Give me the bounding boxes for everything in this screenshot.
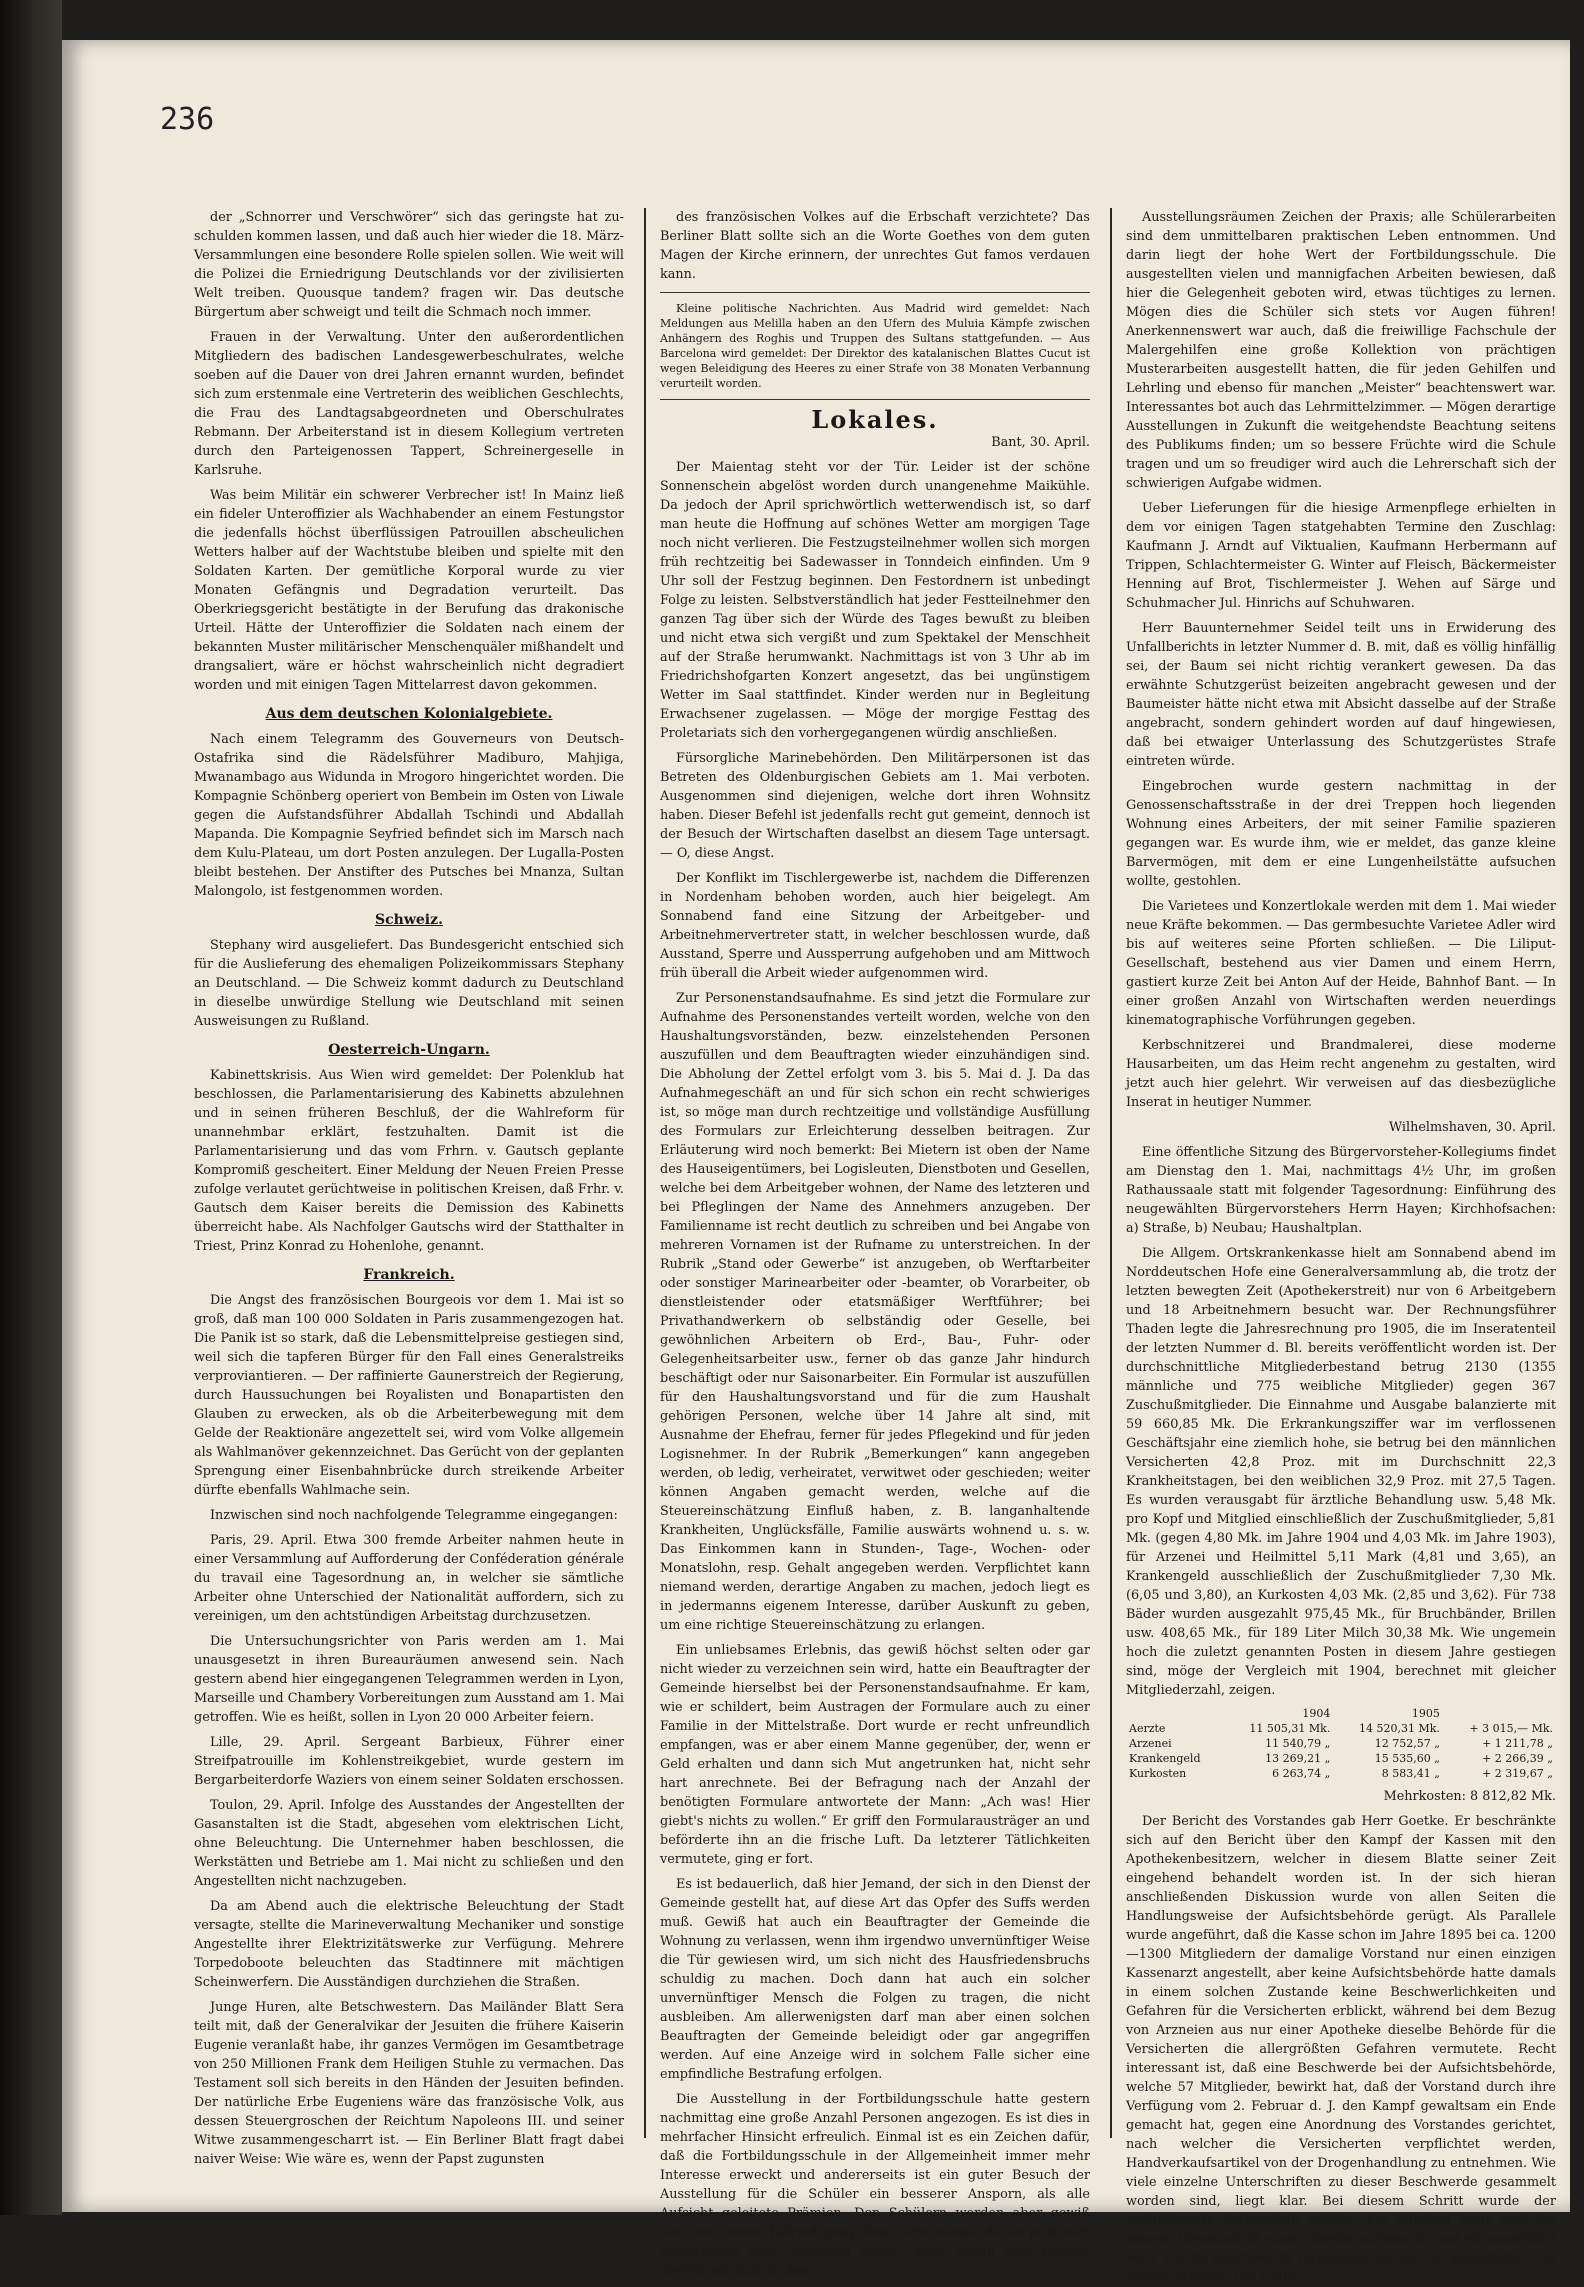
table-row: Krankengeld 13 269,21 „ 15 535,60 „ + 2 266,39 „: [1129, 1752, 1553, 1765]
paragraph: Der Konflikt im Tischlergewerbe ist, nachdem die Differenzen in Nordenham behoben worden, auch hier beigelegt. Am Sonnabend fand eine Sitzung der Arbeitgeber- und Arbeitnehmervertreter statt, in welcher beschlossen wurde, daß Ausstand, Sperre und Aussperrung aufgehoben und am Mittwoch früh überall die Arbeit wieder aufgenommen wird.: [660, 871, 1090, 981]
table-header: [1443, 1706, 1556, 1721]
paragraph: des französischen Volkes auf die Erbschaft verzichtete? Das Berliner Blatt sollte sich an die Worte Goethes von dem guten Magen der Kirche erinnern, der unrechtes Gut famos verdauen kann.: [660, 210, 1090, 282]
dateline: Bant, 30. April.: [991, 435, 1090, 450]
book-spine: [0, 0, 62, 2215]
paragraph: Es ist bedauerlich, daß hier Jemand, der sich in den Dienst der Gemeinde gestellt hat, auf diese Art das Opfer des Suffs werden muß. Gewiß hat auch ein Beauftragter der Gemeinde die Wohnung zu verlassen, wenn ihm irgendwo unvernünftiger Weise die Tür gewiesen wird, um sich nicht des Hausfriedensbruchs schuldig zu machen. Doch dann hat auch ein solcher unvernünftiger Mensch die Folgen zu tragen, die nicht ausbleiben. Am allerwenigsten darf man aber einen solchen Beauftragten der Gemeinde beleidigt oder gar angegriffen werden. Auf eine Anzeige wird in solchem Falle sicher eine empfindliche Bestrafung erfolgen.: [660, 1877, 1090, 2082]
column-3: [1126, 208, 1556, 2285]
section-heading: Aus dem deutschen Kolonialgebiete.: [265, 706, 553, 722]
paragraph: Der Maientag steht vor der Tür. Leider ist der schöne Sonnenschein abgelöst worden durch unangenehme Maikühle. Da jedoch der April sprichwörtlich wetterwendisch ist, so darf man heute die Hoffnung auf schönes Wetter am morgigen Tage noch nicht verlieren. Die Festzugsteilnehmer wollen sich morgen früh rechtzeitig bei Sadewasser in Tonndeich einfinden. Um 9 Uhr soll der Festzug beginnen. Den Festordnern ist unbedingt Folge zu leisten. Selbstverständlich hat jeder Festteilnehmer den ganzen Tag über sich der Würde des Tages bewußt zu bleiben und nicht etwa sich vergißt und zum Spektakel der Menschheit auf der Straße herumwankt. Nachmittags ist von 3 Uhr ab im Friedrichshofgarten Konzert angesetzt, das bei ungünstigem Wetter im Saal stattfindet. Kinder werden nur in Begleitung Erwachsener zugelassen. — Möge der morgige Festtag des Proletariats sich den vorhergegangenen würdig anschließen.: [660, 460, 1090, 741]
paragraph: Die Angst des französischen Bourgeois vor dem 1. Mai ist so groß, daß man 100 000 Soldaten in Paris zusammengezogen hat. Die Panik ist so stark, daß die Lebensmittelpreise gestiegen sind, weil sich die tapferen Bürger für den Fall eines Generalstreiks verproviantieren. — Der raffinierte Gaunerstreich der Regierung, durch Haussuchungen bei Royalisten und Bonapartisten den Glauben zu erwecken, als ob die Arbeiterbewegung mit dem Gelde der Reaktionäre angezettelt sei, wird vom Volke allgemein als Wahlmanöver gekennzeichnet. Das Gerücht von der geplanten Sprengung einer Eisenbahnbrücke durch streikende Arbeiter dürfte ebenfalls Wahlmache sein.: [194, 1293, 624, 1498]
table-row: Kurkosten 6 263,74 „ 8 583,41 „ + 2 319,67 „: [1129, 1767, 1553, 1780]
paragraph: Die Untersuchungsrichter von Paris werden am 1. Mai unausgesetzt in ihren Bureauräumen anwesend sein. Nach gestern abend hier eingegangenen Telegrammen werden in Lyon, Marseille und Chambery Vorbereitungen zum Ausstand am 1. Mai getroffen. Wie es heißt, sollen in Lyon 20 000 Arbeiter feiern.: [194, 1634, 624, 1725]
paragraph: Kerbschnitzerei und Brandmalerei, diese moderne Hausarbeiten, um das Heim recht angenehm zu gestalten, wird jetzt auch hier gelehrt. Wir verweisen auf das diesbezügliche Inserat in heutiger Nummer.: [1126, 1038, 1556, 1110]
paragraph: Kleine politische Nachrichten. Aus Madrid wird gemeldet: Nach Meldungen aus Melilla haben an den Ufern des Muluia Kämpfe zwischen Anhängern des Roghis und Truppen des Sultans stattgefunden. — Aus Barcelona wird gemeldet: Der Direktor des katalanischen Blattes Cucut ist wegen Beleidigung des Heeres zu einer Strafe von 38 Monaten Verbannung verurteilt worden.: [660, 302, 1090, 390]
table-row: Arzenei 11 540,79 „ 12 752,57 „ + 1 211,78 „: [1129, 1737, 1553, 1750]
paragraph: Kabinettskrisis. Aus Wien wird gemeldet: Der Polenklub hat beschlossen, die Parlamentarisierung des Kabinetts abzulehnen und in seinen früheren Beschluß, der die Wahlreform für unannehmbar erklärt, festzuhalten. Damit ist die Parlamentarisierung und das vom Frhrn. v. Gautsch geplante Kompromiß gescheitert. Einer Meldung der Neuen Freien Presse zufolge verlautet gerüchtweise in politischen Kreisen, daß Frhr. v. Gautsch dem Kaiser bereits die Demission des Kabinetts überreicht habe. Als Nachfolger Gautschs wird der Statthalter in Triest, Prinz Konrad zu Hohenlohe, genannt.: [194, 1068, 624, 1254]
table-total: Mehrkosten: 8 812,82 Mk.: [1383, 1789, 1556, 1804]
page-number: 236: [160, 102, 215, 137]
column-rule: [1110, 208, 1112, 2138]
paragraph: Die Allgem. Ortskrankenkasse hielt am Sonnabend abend im Norddeutschen Hofe eine Generalversammlung ab, die trotz der letzten bewegten Zeit (Apothekerstreit) nur von 6 Arbeitgebern und 18 Arbeitnehmern besucht war. Der Rechnungsführer Thaden legte die Jahresrechnung pro 1905, die im Inseratenteil der letzten Nummer d. Bl. bereits veröffentlicht worden ist. Der durchschnittliche Mitgliederbestand betrug 2130 (1355 männliche und 775 weibliche Mitglieder) gegen 367 Zuschußmitglieder. Die Einnahme und Ausgabe balanzierte mit 59 660,85 Mk. Die Erkrankungsziffer war im verflossenen Geschäftsjahr eine ziemlich hohe, sie betrug bei den männlichen Versicherten 42,8 Proz. mit im Durchschnitt 22,3 Krankheitstagen, bei den weiblichen 32,9 Proz. mit 27,5 Tagen. Es wurden verausgabt für ärztliche Behandlung usw. 5,48 Mk. pro Kopf und Mitglied einschließlich der Zuschußmitglieder, 5,81 Mk. (gegen 4,80 Mk. im Jahre 1904 und 4,03 Mk. im Jahre 1903), für Arzenei und Heilmittel 5,11 Mark (4,81 und 3,65), an Krankengeld ausschließlich der Zuschußmitglieder 7,30 Mk. (6,05 und 3,80), an Kurkosten 4,03 Mk. (2,85 und 3,62). Für 738 Bäder wurden ausgezahlt 975,45 Mk., für Bruchbänder, Brillen usw. 408,65 Mk., für 189 Liter Milch 30,38 Mk. Wie ungemein hoch die zuletzt genannten Posten in diesem Jahre gestiegen sind, möge der Vergleich mit 1904, berechnet mit gleicher Mitgliederzahl, zeigen.: [1126, 1246, 1556, 1698]
paragraph: Eine öffentliche Sitzung des Bürgervorsteher-Kollegiums findet am Dienstag den 1. Mai, nachmittags 4½ Uhr, im großen Rathaussaale statt mit folgender Tagesordnung: Einführung des neugewählten Bürgervorstehers Herrn Hayen; Kirchhofsachen: a) Straße, b) Neubau; Haushaltplan.: [1126, 1145, 1556, 1236]
paragraph: Nach einem Telegramm des Gouverneurs von Deutsch-Ostafrika sind die Rädelsführer Madiburo, Mahjiga, Mwanambago aus Widunda in Mrogoro hingerichtet worden. Die Kompagnie Schönberg operiert von Bembein im Osten von Liwale gegen die Aufstandsführer Abdallah Tschindi und Abdallah Mapanda. Die Kompagnie Seyfried befindet sich im Marsch nach dem Kulu-Plateau, um dort Posten anzulegen. Der Lugalla-Posten bleibt bestehen. Der Anstifter des Putsches bei Mnanza, Sultan Malongolo, ist festgenommen worden.: [194, 732, 624, 899]
divider: [660, 292, 1090, 293]
divider: [660, 399, 1090, 400]
paragraph: Der Bericht des Vorstandes gab Herr Goetke. Er beschränkte sich auf den Bericht über den Kampf der Kassen mit den Apothekenbesitzern, welcher in diesem Blatte seiner Zeit eingehend behandelt worden ist. In der sich hieran anschließenden Diskussion wurde von allen Seiten die Handlungsweise der Aufsichtsbehörde gerügt. Als Parallele wurde angeführt, daß die Kasse schon im Jahre 1895 bei ca. 1200—1300 Mitgliedern der damalige Vorstand nur einen einzigen Kassenarzt angestellt, aber keine Aufsichtsbehörde hatte damals in einem solchen Zustande keine Beschwerlichkeiten und Gefahren für die Versicherten erblickt, während bei dem Bezug von Arzneien aus nur einer Apotheke dieselbe Behörde für die Versicherten die allergrößten Gefahren vermutete. Recht interessant ist, daß eine Beschwerde bei der Aufsichtsbehörde, welche 57 Mitglieder, bewirkt hat, daß der Vorstand durch ihre Verfügung vom 2. Februar d. J. den Kampf gewaltsam ein Ende gemacht hat, gegen eine Anordnung des Vorstandes gerichtet, nach welcher die Versicherten verpflichtet werden, Handverkaufsartikel von der Drogenhandlung zu entnehmen. Wie viele einzelne Unterschriften zu dieser Beschwerde gesammelt worden sind, liegt klar. Bei diesem Schritt wurde der nachfolgende Sachverhalt erklärt: Ein Mitglied hatte sich bei seinem Dienstantritt einen abends aufgesucht und ist ausgeführt wird. Da die Beschwerde vorgelesen, um die sie aufgefordert, zu unterschreiben. Die Unter-: [1126, 1814, 1556, 2285]
paragraph: Toulon, 29. April. Infolge des Ausstandes der Angestellten der Gasanstalten ist die Stadt, abgesehen vom elektrischen Licht, ohne Beleuchtung. Die Unternehmer haben beschlossen, die Werkstätten und Betriebe am 1. Mai nicht zu schließen und den Angestellten nicht nachzugeben.: [194, 1798, 624, 1889]
column-1: [194, 208, 624, 2167]
table-row: Aerzte 11 505,31 Mk. 14 520,31 Mk. + 3 015,— Mk.: [1129, 1722, 1553, 1735]
paragraph: Paris, 29. April. Etwa 300 fremde Arbeiter nahmen heute in einer Versammlung auf Aufforderung der Conféderation générale du travail eine Tagesordnung an, in welcher sie sämtliche Arbeiter ohne Unterschied der Nationalität auffordern, sich zu vereinigen, um den achtstündigen Arbeitstag durchzusetzen.: [194, 1533, 624, 1624]
table-header: 1904: [1302, 1707, 1331, 1720]
paragraph: der „Schnorrer und Verschwörer“ sich das geringste hat zu-schulden kommen lassen, und daß auch hier wieder die 18. März-Versammlungen eine besondere Rolle spielen sollen. Wie weit will die Polizei die Erniedrigung Deutschlands vor der zivilisierten Welt treiben. Quousque tandem? fragen wir. Das deutsche Bürgertum aber schweigt und teilt die Schmach noch immer.: [194, 210, 624, 320]
paragraph: Ueber Lieferungen für die hiesige Armenpflege erhielten in dem vor einigen Tagen statgehabten Termine den Zuschlag: Kaufmann J. Arndt auf Viktualien, Kaufmann Herbermann auf Trippen, Schlachtermeister G. Winter auf Fleisch, Bäckermeister Henning auf Brot, Tischlermeister J. Wehen auf Särge und Schuhmacher Jul. Hinrichs auf Schuhwaren.: [1126, 501, 1556, 611]
section-heading: Oesterreich-Ungarn.: [328, 1042, 490, 1058]
table-header: [1126, 1706, 1224, 1721]
paragraph: Fürsorgliche Marinebehörden. Den Militärpersonen ist das Betreten des Oldenburgischen Gebiets am 1. Mai verboten. Ausgenommen sind diejenigen, welche dort ihren Wohnsitz haben. Dieser Befehl ist jedenfalls recht gut gemeint, dennoch ist der Besuch der Wirtschaften daselbst an diesem Tage untersagt. — O, diese Angst.: [660, 751, 1090, 861]
paragraph: Herr Bauunternehmer Seidel teilt uns in Erwiderung des Unfallberichts in letzter Nummer d. B. mit, daß es völlig hinfällig sei, der Baum sei nicht richtig verankert gewesen. Da das erwähnte Schutzgerüst beizeiten angebracht gewesen und der Baumeister hätte nicht etwa mit Absicht dasselbe auf der Straße angebracht, sondern gehindert worden auf dauf hingewiesen, daß bei etwaiger Unterlassung des Schutzgerüstes Strafe eintreten würde.: [1126, 621, 1556, 769]
table-header: 1905: [1411, 1707, 1440, 1720]
paragraph: Die Ausstellung in der Fortbildungsschule hatte gestern nachmittag eine große Anzahl Personen angezogen. Es ist dies in mehrfacher Hinsicht erfreulich. Einmal ist es ein Zeichen dafür, daß die Fortbildungsschule in der Allgemeinheit immer mehr Interesse erweckt und andererseits ist ein guter Besuch der Ausstellung für die Schüler ein besserer Ansporn, als alle Aufsicht geleitete Prämien. Den Schülern werden aber gewiß auch mit immer Befriedigung diese Schulräume, die so praktisch eingerichtet sind, verlassen haben, denn wohin man blickte, überall sah man in den: [660, 2092, 1090, 2278]
paragraph: Inzwischen sind noch nachfolgende Telegramme eingegangen:: [210, 1508, 618, 1523]
paragraph: Lille, 29. April. Sergeant Barbieux, Führer einer Streifpatrouille im Kohlenstreikgebiet, wurde gestern im Bergarbeiterdorfe Waziers von einem seiner Soldaten erschossen.: [194, 1735, 624, 1788]
cost-comparison-table: [1126, 1706, 1556, 1781]
section-heading: Schweiz.: [375, 912, 443, 928]
paragraph: Was beim Militär ein schwerer Verbrecher ist! In Mainz ließ ein fideler Unteroffizier als Wachhabender an einem Festungstor die jedenfalls höchst überflüssigen Patrouillen abscheulichen Wetters halber auf der Wachtstube bleiben und spielte mit den Soldaten Karten. Der gemütliche Korporal wurde zu vier Monaten Gefängnis und Degradation verurteilt. Das Oberkriegsgericht bestätigte in der Berufung das drakonische Urteil. Hätte der Unteroffizier die Soldaten nach einem der bekannten Muster militärischer Menschenquäler mißhandelt und drangsaliert, wäre er höchst wahrscheinlich nicht degradiert worden und mit einigen Tagen Mittelarrest davon gekommen.: [194, 488, 624, 693]
section-heading: Frankreich.: [363, 1267, 455, 1283]
paragraph: Die Varietees und Konzertlokale werden mit dem 1. Mai wieder neue Kräfte bekommen. — Das germbesuchte Varietee Adler wird bis auf weiteres seine Pforten schließen. — Die Liliput-Gesellschaft, bestehend aus vier Damen und einem Herrn, gastiert kurze Zeit bei Anton Auf der Heide, Bahnhof Bant. — In einer großen Anzahl von Wirtschaften werden neuerdings kinematographische Vorführungen gegeben.: [1126, 899, 1556, 1028]
paragraph: Eingebrochen wurde gestern nachmittag in der Genossenschaftsstraße in der drei Treppen hoch liegenden Wohnung eines Arbeiters, der mit seiner Familie spazieren gegangen war. Es wurde ihm, wie er meldet, das ganze kleine Barvermögen, mit dem er eine Lungenheilstätte aufsuchen wollte, gestohlen.: [1126, 779, 1556, 889]
paragraph: Junge Huren, alte Betschwestern. Das Mailänder Blatt Sera teilt mit, daß der Generalvikar der Jesuiten die frühere Kaiserin Eugenie veranlaßt habe, ihr ganzes Vermögen im Gesamtbetrage von 250 Millionen Frank dem Heiligen Stuhle zu vermachen. Das Testament soll sich bereits in den Händen der Jesuiten befinden. Der natürliche Erbe Eugeniens wäre das französische Volk, aus dessen Steuergroschen der Reichtum Napoleons III. und seiner Witwe zusammengescharrt ist. — Ein Berliner Blatt fragt dabei naiver Weise: Wie wäre es, wenn der Papst zugunsten: [194, 2000, 624, 2167]
paragraph: Ein unliebsames Erlebnis, das gewiß höchst selten oder gar nicht wieder zu verzeichnen sein wird, hatte ein Beauftragter der Gemeinde hierselbst bei der Personenstandsaufnahme. Er kam, wie er schildert, beim Austragen der Formulare auch zu einer Familie in der Mittelstraße. Dort wurde er recht unfreundlich empfangen, was er aber einem Manne gegenüber, der, wenn er Geld erhalten und dann sich Mut angetrunken hat, nicht sehr hart anrechnete. Bei der Befragung nach der Anzahl der benötigten Formulare antwortete der Mann: „Ach was! Hier giebt's nichts zu wollen.“ Er griff den Formularausträger an und beförderte ihn an die frische Luft. Da letzterer Tätlichkeiten vermutete, ging er fort.: [660, 1643, 1090, 1867]
column-2: [660, 208, 1090, 2278]
newspaper-page: [62, 40, 1570, 2285]
paragraph: Zur Personenstandsaufnahme. Es sind jetzt die Formulare zur Aufnahme des Personenstandes verteilt worden, welche von den Haushaltungsvorständen, bezw. einzelstehenden Personen auszufüllen und dem Beauftragten wieder einzuhändigen sind. Die Abholung der Zettel erfolgt vom 3. bis 5. Mai d. J. Da das Aufnahmegeschäft an und für sich schon ein recht schwieriges ist, so möge man durch rechtzeitige und vollständige Ausfüllung des Formulars zur Erleichterung desselben beitragen. Zur Erläuterung wird noch bemerkt: Bei Mietern ist oben der Name des Hauseigentümers, bei Logisleuten, Dienstboten und Gesellen, welche bei dem Arbeitgeber wohnen, der Name des letzteren und bei Pfleglingen der Name des Annehmers anzugeben. Der Familienname ist recht deutlich zu schreiben und bei Angabe von mehreren Vornamen ist der Rufname zu unterstreichen. In der Rubrik „Stand oder Gewerbe“ ist anzugeben, ob Werftarbeiter oder sonstiger Marinearbeiter oder -beamter, ob Vorarbeiter, ob dienstleistender oder etatsmäßiger Werftführer; bei Privathandwerkern ob selbständig oder Geselle, bei gewöhnlichen Arbeitern ob Erd-, Bau-, Fuhr- oder Gelegenheitsarbeiter usw., ferner ob das ganze Jahr hindurch beschäftigt oder nur Saisonarbeiter. Ein Formular ist auszufüllen für den Haushaltungsvorstand und für die zum Haushalt gehörigen Personen, welche über 14 Jahre alt sind, mit Ausnahme der Ehefrau, ferner für jedes Pflegekind und für jeden Logisnehmer. In der Rubrik „Bemerkungen“ kann angegeben werden, ob ledig, verheiratet, verwitwet oder geschieden; weiter können Angaben gemacht werden, welche auf die Steuereinschätzung Einfluß haben, z. B. langanhaltende Krankheiten, Unglücksfälle, Familie auswärts wohnend u. s. w. Das Einkommen kann in Stunden-, Tage-, Wochen- oder Monatslohn, resp. Gehalt angegeben werden. Verpflichtet kann niemand werden, derartige Angaben zu machen, jedoch liegt es in jedermanns eigenem Interesse, darüber Auskunft zu geben, um eine richtige Steuereinschätzung zu erlangen.: [660, 991, 1090, 1633]
column-rule: [644, 208, 646, 2138]
paragraph: Da am Abend auch die elektrische Beleuchtung der Stadt versagte, stellte die Marineverwaltung Mechaniker und sonstige Angestellte ihrer Elektrizitätswerke zur Verfügung. Mehrere Torpedoboote beleuchten das Stadtinnere mit mächtigen Scheinwerfern. Die Ausständigen durchziehen die Straßen.: [194, 1899, 624, 1990]
paragraph: Stephany wird ausgeliefert. Das Bundesgericht entschied sich für die Auslieferung des ehemaligen Polizeikommissars Stephany an Deutschland. — Die Schweiz kommt dadurch zu Deutschland in dieselbe unwürdige Stellung wie Deutschland mit seinen Ausweisungen zu Rußland.: [194, 938, 624, 1029]
section-heading: Lokales.: [811, 405, 939, 434]
paragraph: Ausstellungsräumen Zeichen der Praxis; alle Schülerarbeiten sind dem unmittelbaren praktischen Leben entnommen. Und darin liegt der hohe Wert der Fortbildungsschule. Die ausgestellten vielen und mannigfachen Arbeiten bewiesen, daß hier die Gelegenheit geboten wird, etwas tüchtiges zu lernen. Mögen dies die Schüler sich stets vor Augen führen! Anerkennenswert war auch, daß die freiwillige Fachschule der Malergehilfen eine große Kollektion von prächtigen Musterarbeiten ausgestellt hatten, die für jeden Gehilfen und Lehrling und ebenso für manchen „Meister“ beachtenswert war. Interessantes bot auch das Lehrmittelzimmer. — Mögen derartige Ausstellungen in Zukunft die weitgehendste Beachtung seitens des Publikums finden; um so bessere Früchte wird die Schule tragen und um so freudiger wird auch die Lehrerschaft sich der schwierigen Aufgabe widmen.: [1126, 210, 1556, 491]
paragraph: Frauen in der Verwaltung. Unter den außerordentlichen Mitgliedern des badischen Landesgewerbeschulrates, welche soeben auf die Dauer von drei Jahren ernannt wurden, befindet sich zum erstenmale eine Vertreterin des weiblichen Geschlechts, die Frau des Landtagsabgeordneten und Oberschulrates Rebmann. Der Arbeiterstand ist in diesem Kollegium vertreten durch den Parteigenossen Tappert, Schreinergeselle in Karlsruhe.: [194, 330, 624, 478]
dateline: Wilhelmshaven, 30. April.: [1389, 1120, 1556, 1135]
